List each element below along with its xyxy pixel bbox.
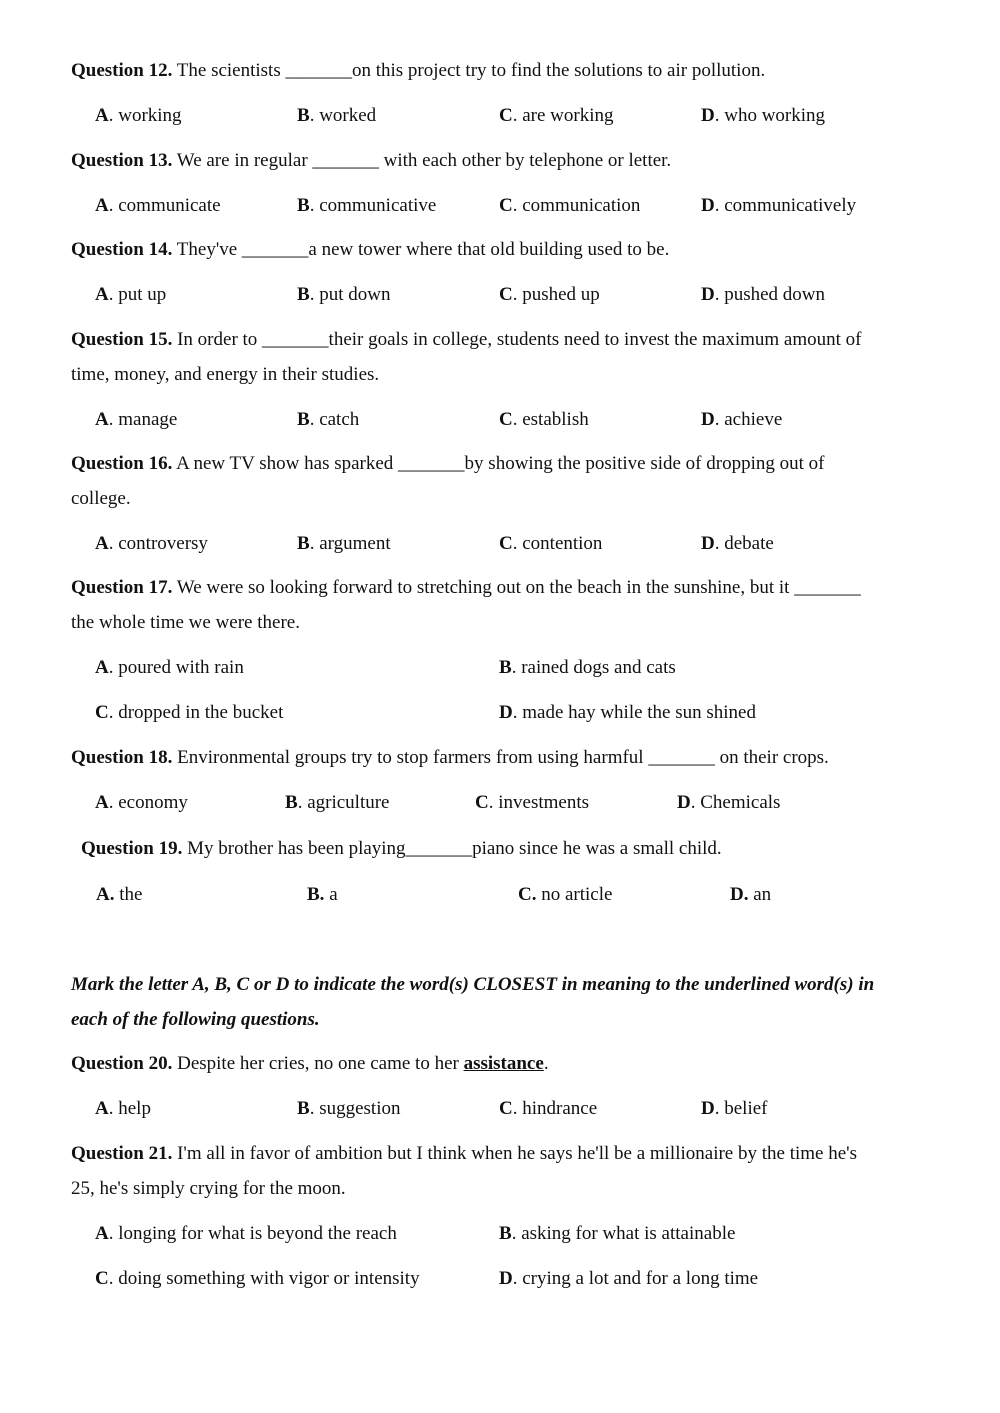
question-label: Question 14. <box>71 239 173 260</box>
option-text: . argument <box>309 533 391 554</box>
option-letter: A. <box>96 884 115 905</box>
option-letter: D <box>701 105 715 126</box>
option-d[interactable] <box>701 284 825 306</box>
question-label: Question 16. <box>71 453 173 474</box>
option-a[interactable] <box>95 657 244 679</box>
question-17 <box>71 577 861 599</box>
option-d[interactable] <box>701 195 856 217</box>
question-text-continued: time, money, and energy in their studies. <box>71 364 380 385</box>
option-c[interactable] <box>499 533 602 555</box>
option-text: . communication <box>512 195 641 216</box>
option-text: . manage <box>108 409 178 430</box>
option-c[interactable] <box>518 884 612 906</box>
question-text: In order to _______their goals in college, students need to invest the maximum amount of <box>177 329 862 350</box>
option-d[interactable] <box>701 105 825 127</box>
option-letter: B <box>499 657 512 678</box>
option-letter: B <box>297 1098 310 1119</box>
option-letter: A <box>95 792 109 813</box>
question-label: Question 13. <box>71 150 173 171</box>
option-text: . working <box>108 105 182 126</box>
option-c[interactable] <box>95 702 283 724</box>
option-a[interactable] <box>95 105 182 127</box>
option-letter: A <box>95 105 109 126</box>
option-a[interactable] <box>95 1098 151 1120</box>
question-text: . <box>543 1053 549 1074</box>
question-19 <box>81 838 722 860</box>
option-c[interactable] <box>475 792 589 814</box>
question-text: I'm all in favor of ambition but I think when he says he'll be a millionaire by the time he's <box>177 1143 857 1164</box>
option-text: the <box>114 884 143 905</box>
option-text: . longing for what is beyond the reach <box>108 1223 397 1244</box>
option-d[interactable] <box>677 792 780 814</box>
question-text: Despite her cries, no one came to her <box>177 1053 464 1074</box>
question-text: We are in regular _______ with each other by telephone or letter. <box>176 150 672 171</box>
option-letter: B <box>297 284 310 305</box>
question-14 <box>71 239 669 261</box>
option-text: . worked <box>309 105 377 126</box>
question-20 <box>71 1053 549 1075</box>
option-a[interactable] <box>95 1223 397 1245</box>
question-text: They've _______a new tower where that old building used to be. <box>176 239 670 260</box>
option-text: . contention <box>512 533 603 554</box>
option-letter: B <box>297 533 310 554</box>
option-a[interactable] <box>95 533 208 555</box>
option-text: . asking for what is attainable <box>511 1223 736 1244</box>
question-label: Question 18. <box>71 747 173 768</box>
option-b[interactable] <box>297 195 436 217</box>
option-letter: D. <box>730 884 749 905</box>
option-c[interactable] <box>499 284 600 306</box>
answer-blank: _______ <box>405 838 473 859</box>
option-b[interactable] <box>297 1098 400 1120</box>
option-b[interactable] <box>297 533 391 555</box>
option-d[interactable] <box>730 884 771 906</box>
option-letter: B. <box>307 884 325 905</box>
question-12 <box>71 60 765 82</box>
option-text: an <box>748 884 772 905</box>
question-15 <box>71 329 862 351</box>
option-letter: C <box>475 792 489 813</box>
option-text: a <box>324 884 338 905</box>
option-letter: B <box>285 792 298 813</box>
option-letter: D <box>701 409 715 430</box>
question-text: My brother has been playing <box>187 838 406 859</box>
option-letter: D <box>701 1098 715 1119</box>
question-text: The scientists _______on this project try to find the solutions to air pollution. <box>176 60 766 81</box>
option-letter: B <box>297 409 310 430</box>
option-letter: C <box>95 1268 109 1289</box>
option-c[interactable] <box>499 409 589 431</box>
option-letter: B <box>297 105 310 126</box>
question-18 <box>71 747 829 769</box>
option-text: . pushed up <box>512 284 600 305</box>
question-text-continued: the whole time we were there. <box>71 612 300 633</box>
option-letter: B <box>297 195 310 216</box>
question-text: piano since he was a small child. <box>472 838 722 859</box>
option-letter: C <box>499 195 513 216</box>
option-letter: C <box>499 1098 513 1119</box>
question-label: Question 19. <box>81 838 183 859</box>
option-text: . suggestion <box>309 1098 401 1119</box>
option-text: . help <box>108 1098 151 1119</box>
option-d[interactable] <box>499 1268 758 1290</box>
option-letter: B <box>499 1223 512 1244</box>
option-text: . communicatively <box>714 195 857 216</box>
option-letter: D <box>499 702 513 723</box>
question-label: Question 20. <box>71 1053 173 1074</box>
option-letter: D <box>701 195 715 216</box>
option-letter: D <box>701 284 715 305</box>
option-text: . belief <box>714 1098 768 1119</box>
option-text: . pushed down <box>714 284 826 305</box>
option-b[interactable] <box>307 884 338 906</box>
option-b[interactable] <box>297 409 359 431</box>
option-letter: D <box>677 792 691 813</box>
option-letter: D <box>701 533 715 554</box>
option-d[interactable] <box>499 702 756 724</box>
option-letter: A <box>95 284 109 305</box>
option-letter: A <box>95 409 109 430</box>
question-text: A new TV show has sparked _______by showing the positive side of dropping out of <box>176 453 825 474</box>
option-c[interactable] <box>95 1268 420 1290</box>
option-letter: A <box>95 657 109 678</box>
option-text: . controversy <box>108 533 208 554</box>
option-letter: C <box>499 533 513 554</box>
question-label: Question 21. <box>71 1143 173 1164</box>
option-text: . agriculture <box>297 792 390 813</box>
option-a[interactable] <box>95 195 221 217</box>
option-b[interactable] <box>499 1223 735 1245</box>
option-c[interactable] <box>499 195 640 217</box>
section-instruction-continued: each of the following questions. <box>71 1009 320 1030</box>
option-text: . communicate <box>108 195 221 216</box>
option-text: . economy <box>108 792 188 813</box>
option-text: . are working <box>512 105 614 126</box>
option-letter: D <box>499 1268 513 1289</box>
question-text-continued: 25, he's simply crying for the moon. <box>71 1178 346 1199</box>
option-b[interactable] <box>297 105 376 127</box>
option-text: . investments <box>488 792 590 813</box>
option-b[interactable] <box>297 284 390 306</box>
option-letter: C <box>499 284 513 305</box>
option-text: . rained dogs and cats <box>511 657 676 678</box>
option-text: . who working <box>714 105 826 126</box>
option-text: . crying a lot and for a long time <box>512 1268 759 1289</box>
option-letter: A <box>95 1223 109 1244</box>
option-c[interactable] <box>499 105 614 127</box>
question-label: Question 15. <box>71 329 173 350</box>
option-text: . debate <box>714 533 774 554</box>
option-a[interactable] <box>95 792 188 814</box>
option-text: . put down <box>309 284 391 305</box>
option-c[interactable] <box>499 1098 597 1120</box>
option-text: . catch <box>309 409 360 430</box>
option-text: . communicative <box>309 195 437 216</box>
option-letter: C <box>499 105 513 126</box>
option-letter: C. <box>518 884 537 905</box>
question-text-continued: college. <box>71 488 131 509</box>
option-letter: C <box>499 409 513 430</box>
underlined-word: assistance <box>463 1053 544 1074</box>
option-text: . doing something with vigor or intensity <box>108 1268 420 1289</box>
option-b[interactable] <box>285 792 389 814</box>
option-text: . achieve <box>714 409 783 430</box>
question-text: Environmental groups try to stop farmers from using harmful _______ on their crops. <box>177 747 829 768</box>
question-13 <box>71 150 671 172</box>
question-label: Question 12. <box>71 60 173 81</box>
option-letter: A <box>95 533 109 554</box>
question-label: Question 17. <box>71 577 173 598</box>
option-d[interactable] <box>701 409 782 431</box>
option-a[interactable] <box>95 409 177 431</box>
option-text: . Chemicals <box>690 792 781 813</box>
option-b[interactable] <box>499 657 676 679</box>
option-a[interactable] <box>95 284 166 306</box>
option-text: . establish <box>512 409 589 430</box>
option-letter: A <box>95 1098 109 1119</box>
option-text: . poured with rain <box>108 657 244 678</box>
option-text: no article <box>536 884 613 905</box>
question-16 <box>71 453 824 475</box>
section-instruction: Mark the letter A, B, C or D to indicate the word(s) CLOSEST in meaning to the underlined word(s) in <box>71 974 875 995</box>
option-letter: C <box>95 702 109 723</box>
option-letter: A <box>95 195 109 216</box>
option-text: . hindrance <box>512 1098 598 1119</box>
option-text: . made hay while the sun shined <box>512 702 756 723</box>
option-d[interactable] <box>701 533 774 555</box>
option-a[interactable] <box>96 884 142 906</box>
question-21 <box>71 1143 857 1165</box>
option-text: . put up <box>108 284 167 305</box>
option-text: . dropped in the bucket <box>108 702 284 723</box>
question-text: We were so looking forward to stretching out on the beach in the sunshine, but it _______ <box>176 577 861 598</box>
option-d[interactable] <box>701 1098 768 1120</box>
